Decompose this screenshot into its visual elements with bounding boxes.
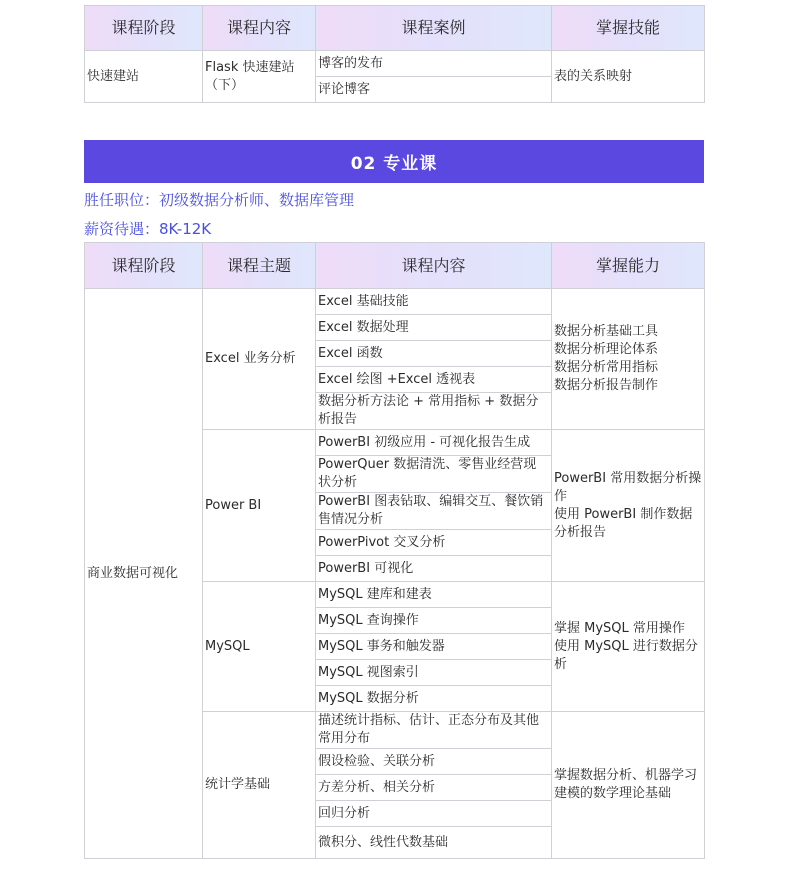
table-row [85,289,705,315]
content-cell: Excel 绘图 +Excel 透视表 [316,367,552,393]
content-cell: MySQL 查询操作 [316,608,552,634]
content-cell: PowerBI 图表钻取、编辑交互、餐饮销售情况分析 [316,493,552,530]
content-cell: Flask 快速建站（下） [203,51,316,103]
header-ability: 掌握能力 [552,243,705,289]
content-cell: PowerBI 初级应用 - 可视化报告生成 [316,430,552,456]
ability-line: PowerBI 常用数据分析操作 [554,470,702,504]
header-skill: 掌握技能 [552,6,705,51]
content-cell: MySQL 视图索引 [316,660,552,686]
content-cell: Excel 基础技能 [316,289,552,315]
header-content: 课程内容 [316,243,552,289]
topic-cell: 统计学基础 [203,712,316,859]
section-banner: 02 专业课 [84,140,704,183]
content-cell: MySQL 事务和触发器 [316,634,552,660]
course-table-basic [84,5,705,103]
table-header-row [85,6,705,51]
content-cell: PowerPivot 交叉分析 [316,530,552,556]
ability-cell [552,289,705,430]
ability-line: 使用 MySQL 进行数据分析 [554,638,698,672]
content-cell: 方差分析、相关分析 [316,775,552,801]
header-stage: 课程阶段 [85,6,203,51]
table-row [85,51,705,77]
header-topic: 课程主题 [203,243,316,289]
content-cell: 微积分、线性代数基础 [316,827,552,859]
content-cell: Excel 函数 [316,341,552,367]
header-content: 课程内容 [203,6,316,51]
ability-line: 数据分析基础工具 [554,324,659,339]
ability-cell [552,582,705,712]
ability-line: 数据分析常用指标 [554,360,659,375]
ability-cell [552,430,705,582]
topic-cell: Power BI [203,430,316,582]
content-cell: 回归分析 [316,801,552,827]
header-stage: 课程阶段 [85,243,203,289]
case-cell: 博客的发布 [316,51,552,77]
stage-cell: 快速建站 [85,51,203,103]
ability-cell [552,712,705,859]
content-cell: MySQL 建库和建表 [316,582,552,608]
topic-cell: Excel 业务分析 [203,289,316,430]
content-cell: MySQL 数据分析 [316,686,552,712]
stage-cell: 商业数据可视化 [85,289,203,859]
content-cell: Excel 数据处理 [316,315,552,341]
ability-line: 数据分析理论体系 [554,342,659,357]
job-position: 胜任职位：初级数据分析师、数据库管理 [84,191,355,209]
content-cell: PowerBI 可视化 [316,556,552,582]
ability-line: 数据分析报告制作 [554,378,659,393]
salary-info: 薪资待遇：8K-12K [84,220,212,238]
ability-line: 使用 PowerBI 制作数据分析报告 [554,506,693,540]
content-cell: PowerQuer 数据清洗、零售业经营现状分析 [316,456,552,493]
header-cases: 课程案例 [316,6,552,51]
course-table-professional [84,242,705,859]
table-header-row [85,243,705,289]
skill-cell: 表的关系映射 [552,51,705,103]
ability-line: 掌握数据分析、机器学习建模的数学理论基础 [554,768,698,801]
content-cell: 描述统计指标、估计、正态分布及其他常用分布 [316,712,552,749]
ability-line: 掌握 MySQL 常用操作 [554,620,685,636]
content-cell: 假设检验、关联分析 [316,749,552,775]
topic-cell: MySQL [203,582,316,712]
content-cell: 数据分析方法论 + 常用指标 + 数据分析报告 [316,393,552,430]
case-cell: 评论博客 [316,77,552,103]
